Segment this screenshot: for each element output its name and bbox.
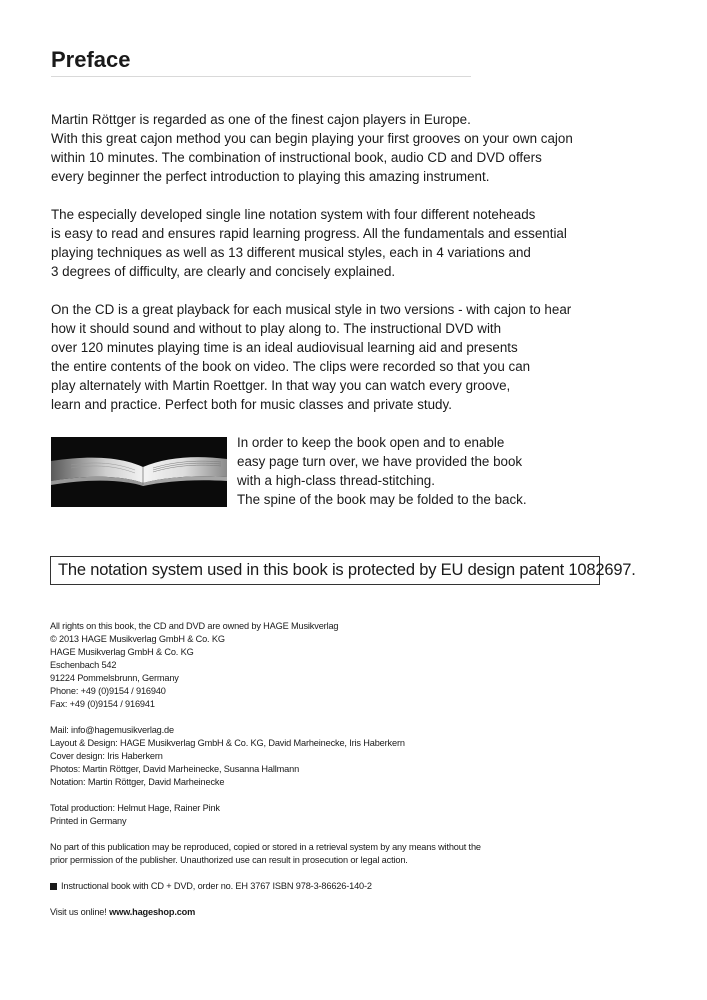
order-line xyxy=(50,880,481,893)
imprint-line: Total production: Helmut Hage, Rainer Pink xyxy=(50,803,220,813)
title-divider xyxy=(51,76,471,77)
imprint-line: Phone: +49 (0)9154 / 916940 xyxy=(50,686,166,696)
spacer xyxy=(50,828,481,841)
text-line: play alternately with Martin Roettger. In that way you can watch every groove, xyxy=(51,378,511,393)
imprint-line: 91224 Pommelsbrunn, Germany xyxy=(50,673,179,683)
text-line: The spine of the book may be folded to the back. xyxy=(237,492,527,507)
imprint-line: No part of this publication may be reproduced, copied or stored in a retrieval system by any means without the xyxy=(50,842,481,852)
text-line: Martin Röttger is regarded as one of the finest cajon players in Europe. xyxy=(51,112,471,127)
paragraph-notation xyxy=(51,205,567,281)
text-line: over 120 minutes playing time is an ideal audiovisual learning aid and presents xyxy=(51,340,518,355)
paragraph-cd-dvd xyxy=(51,300,571,414)
text-line: the entire contents of the book on video. The clips were recorded so that you can xyxy=(51,359,531,374)
spacer xyxy=(50,789,481,802)
text-line: easy page turn over, we have provided the book xyxy=(237,454,523,469)
imprint-line: Notation: Martin Röttger, David Marheinecke xyxy=(50,777,225,787)
imprint-line: Fax: +49 (0)9154 / 916941 xyxy=(50,699,155,709)
book-binding-note xyxy=(237,433,527,509)
spacer xyxy=(50,867,481,880)
page-title: Preface xyxy=(51,47,131,72)
text-line: 3 degrees of difficulty, are clearly and concisely explained. xyxy=(51,264,396,279)
text-line: within 10 minutes. The combination of instructional book, audio CD and DVD offers xyxy=(51,150,542,165)
imprint xyxy=(50,620,481,919)
imprint-line: prior permission of the publisher. Unauthorized use can result in prosecution or legal action. xyxy=(50,855,408,865)
text-line: is easy to read and ensures rapid learning progress. All the fundamentals and essential xyxy=(51,226,567,241)
imprint-line: Eschenbach 542 xyxy=(50,660,117,670)
text-line: With this great cajon method you can begin playing your first grooves on your own cajon xyxy=(51,131,573,146)
imprint-line: Printed in Germany xyxy=(50,816,127,826)
imprint-line: Photos: Martin Röttger, David Marheinecke, Susanna Hallmann xyxy=(50,764,300,774)
imprint-line: HAGE Musikverlag GmbH & Co. KG xyxy=(50,647,194,657)
imprint-line: Layout & Design: HAGE Musikverlag GmbH & Co. KG, David Marheinecke, Iris Haberkern xyxy=(50,738,405,748)
visit-line xyxy=(50,906,481,919)
patent-notice: The notation system used in this book is protected by EU design patent 1082697. xyxy=(50,556,600,585)
website-link[interactable]: www.hageshop.com xyxy=(109,907,196,917)
text-line: On the CD is a great playback for each musical style in two versions - with cajon to hear xyxy=(51,302,572,317)
text-line: playing techniques as well as 13 different musical styles, each in 4 variations and xyxy=(51,245,531,260)
imprint-line: Cover design: Iris Haberkern xyxy=(50,751,163,761)
spacer xyxy=(50,893,481,906)
spacer xyxy=(50,711,481,724)
imprint-line: All rights on this book, the CD and DVD are owned by HAGE Musikverlag xyxy=(50,621,339,631)
text-line: every beginner the perfect introduction to playing this amazing instrument. xyxy=(51,169,490,184)
text-line: The especially developed single line notation system with four different noteheads xyxy=(51,207,536,222)
order-info: Instructional book with CD + DVD, order no. EH 3767 ISBN 978-3-86626-140-2 xyxy=(61,881,372,891)
text-line: with a high-class thread-stitching. xyxy=(237,473,435,488)
square-bullet-icon xyxy=(50,883,57,890)
text-line: how it should sound and without to play along to. The instructional DVD with xyxy=(51,321,502,336)
text-line: In order to keep the book open and to enable xyxy=(237,435,505,450)
text-line: learn and practice. Perfect both for music classes and private study. xyxy=(51,397,452,412)
imprint-line: Mail: info@hagemusikverlag.de xyxy=(50,725,174,735)
imprint-line: © 2013 HAGE Musikverlag GmbH & Co. KG xyxy=(50,634,225,644)
open-book-photo xyxy=(51,437,227,507)
paragraph-intro xyxy=(51,110,573,186)
visit-label: Visit us online! xyxy=(50,907,110,917)
